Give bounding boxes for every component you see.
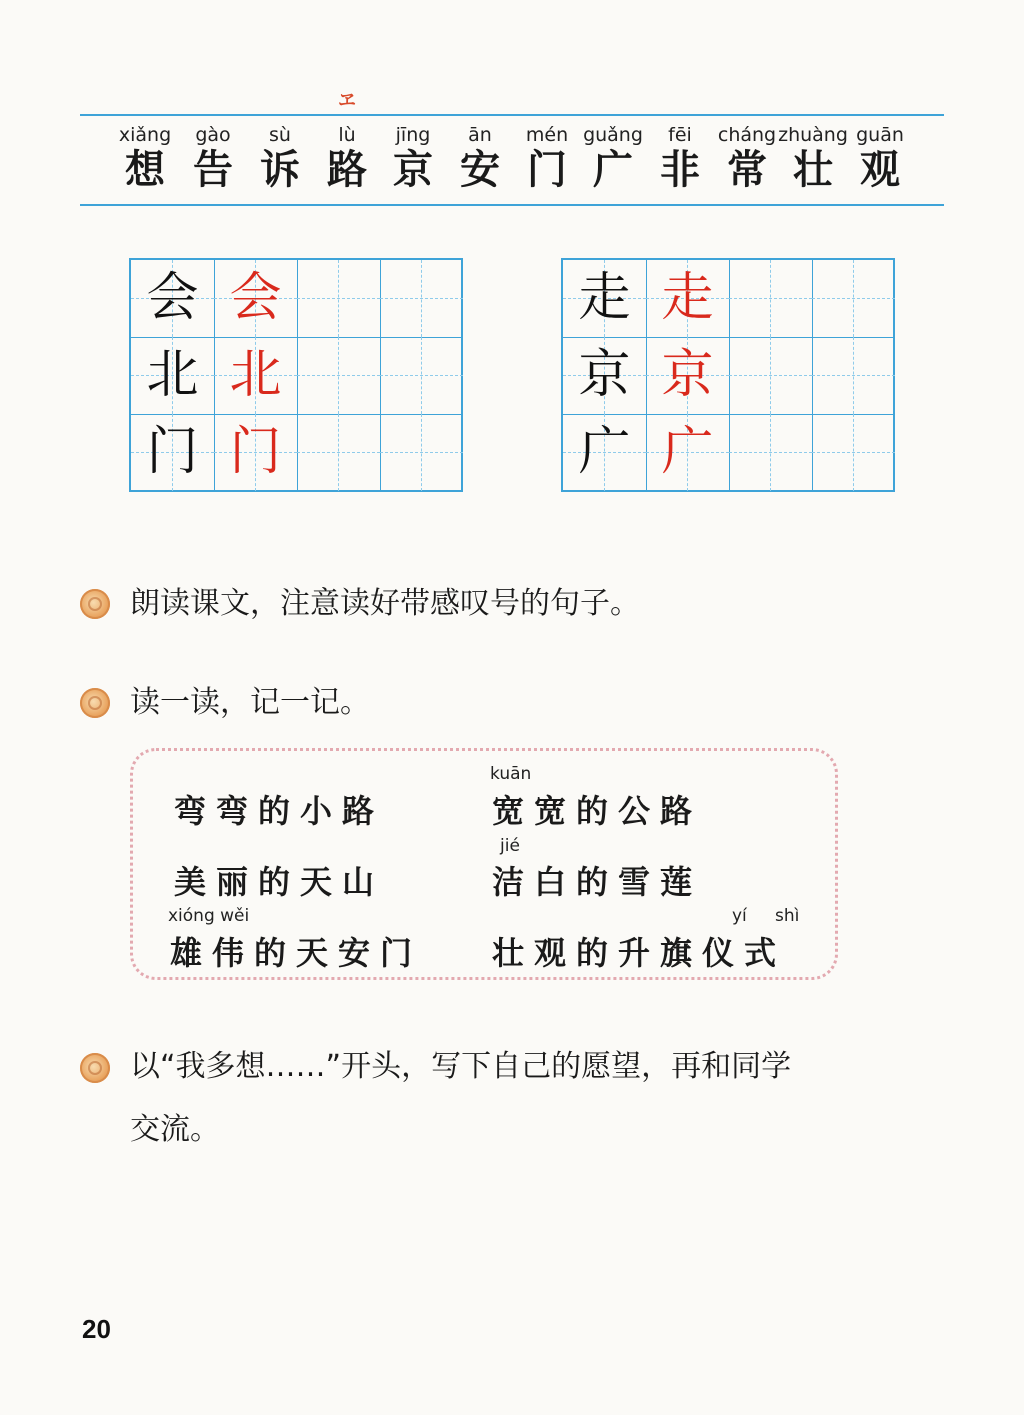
vocab-hanzi: 非: [660, 146, 700, 193]
vocab-pinyin: fēi: [668, 124, 692, 146]
vocab-hanzi: 安: [460, 146, 500, 193]
pinyin-note-yi: yí: [732, 906, 747, 926]
phrase-left-3: 雄伟的天安门: [170, 934, 423, 972]
grid-cell-trace: 会: [214, 260, 297, 337]
vocab-pinyin: cháng: [717, 124, 777, 146]
writing-grid-right: [561, 258, 895, 492]
grid-cell-empty[interactable]: [380, 337, 463, 414]
pinyin-note-shi: shì: [775, 906, 800, 926]
grid-cell-model: 门: [131, 414, 214, 491]
vocab-hanzi: 京: [393, 146, 433, 193]
exercise-3-text-line2: 交流。: [130, 1112, 220, 1147]
grid-cell-trace: 广: [646, 414, 729, 491]
vocab-hanzi: 诉: [260, 146, 300, 193]
vocab-hanzi: 壮: [793, 146, 833, 193]
exercise-bullet-icon: [80, 688, 110, 718]
vocab-hanzi: 想: [125, 146, 165, 193]
top-decoration-mark: ヱ: [338, 90, 356, 111]
phrase-right-3: 壮观的升旗仪式: [492, 934, 787, 972]
vocab-hanzi: 常: [727, 146, 767, 193]
writing-grid-left: [129, 258, 463, 492]
grid-cell-model: 北: [131, 337, 214, 414]
grid-cell-trace: 京: [646, 337, 729, 414]
grid-cell-empty[interactable]: [380, 260, 463, 337]
grid-cell-empty[interactable]: [729, 337, 812, 414]
exercise-2-text: 读一读，记一记。: [130, 685, 370, 720]
exercise-bullet-icon: [80, 589, 110, 619]
grid-cell-empty[interactable]: [812, 337, 895, 414]
grid-cell-empty[interactable]: [812, 260, 895, 337]
exercise-1-text: 朗读课文，注意读好带感叹号的句子。: [130, 586, 640, 621]
grid-cell-empty[interactable]: [812, 414, 895, 491]
pinyin-note-jie: jié: [500, 836, 520, 856]
grid-cell-trace: 北: [214, 337, 297, 414]
vocab-pinyin: gào: [195, 124, 231, 146]
exercise-3-text-line1: 以“我多想……”开头，写下自己的愿望，再和同学: [130, 1049, 792, 1084]
grid-cell-trace: 走: [646, 260, 729, 337]
grid-cell-model: 走: [563, 260, 646, 337]
vocabulary-strip: [80, 114, 944, 206]
vocab-pinyin: lù: [338, 124, 356, 146]
phrase-left-1: 弯弯的小路: [174, 792, 385, 830]
vocab-pinyin: zhuàng: [778, 124, 848, 146]
grid-cell-trace: 门: [214, 414, 297, 491]
vocab-hanzi: 门: [527, 146, 567, 193]
grid-cell-empty[interactable]: [297, 414, 380, 491]
grid-cell-empty[interactable]: [297, 260, 380, 337]
grid-cell-model: 会: [131, 260, 214, 337]
phrase-left-2: 美丽的天山: [174, 863, 385, 901]
grid-cell-empty[interactable]: [729, 414, 812, 491]
vocab-pinyin: guān: [856, 124, 904, 146]
vocab-pinyin: mén: [525, 124, 569, 146]
pinyin-note-kuan: kuān: [490, 764, 532, 784]
vocab-hanzi: 路: [327, 146, 367, 193]
vocab-hanzi: 观: [860, 146, 900, 193]
exercise-bullet-icon: [80, 1053, 110, 1083]
grid-cell-model: 广: [563, 414, 646, 491]
phrase-right-1: 宽宽的公路: [492, 792, 703, 830]
pinyin-note-xiong-wei: xióng wěi: [168, 906, 250, 926]
grid-cell-empty[interactable]: [729, 260, 812, 337]
grid-cell-model: 京: [563, 337, 646, 414]
grid-cell-empty[interactable]: [380, 414, 463, 491]
vocab-pinyin: ān: [468, 124, 492, 146]
vocab-pinyin: jīng: [395, 124, 431, 146]
vocab-pinyin: sù: [269, 124, 291, 146]
page-number: 20: [82, 1314, 111, 1344]
vocab-pinyin: guǎng: [583, 124, 643, 146]
vocab-hanzi: 广: [593, 146, 633, 193]
vocab-hanzi: 告: [193, 146, 233, 193]
vocab-pinyin: xiǎng: [118, 124, 172, 146]
phrase-right-2: 洁白的雪莲: [492, 863, 703, 901]
grid-cell-empty[interactable]: [297, 337, 380, 414]
